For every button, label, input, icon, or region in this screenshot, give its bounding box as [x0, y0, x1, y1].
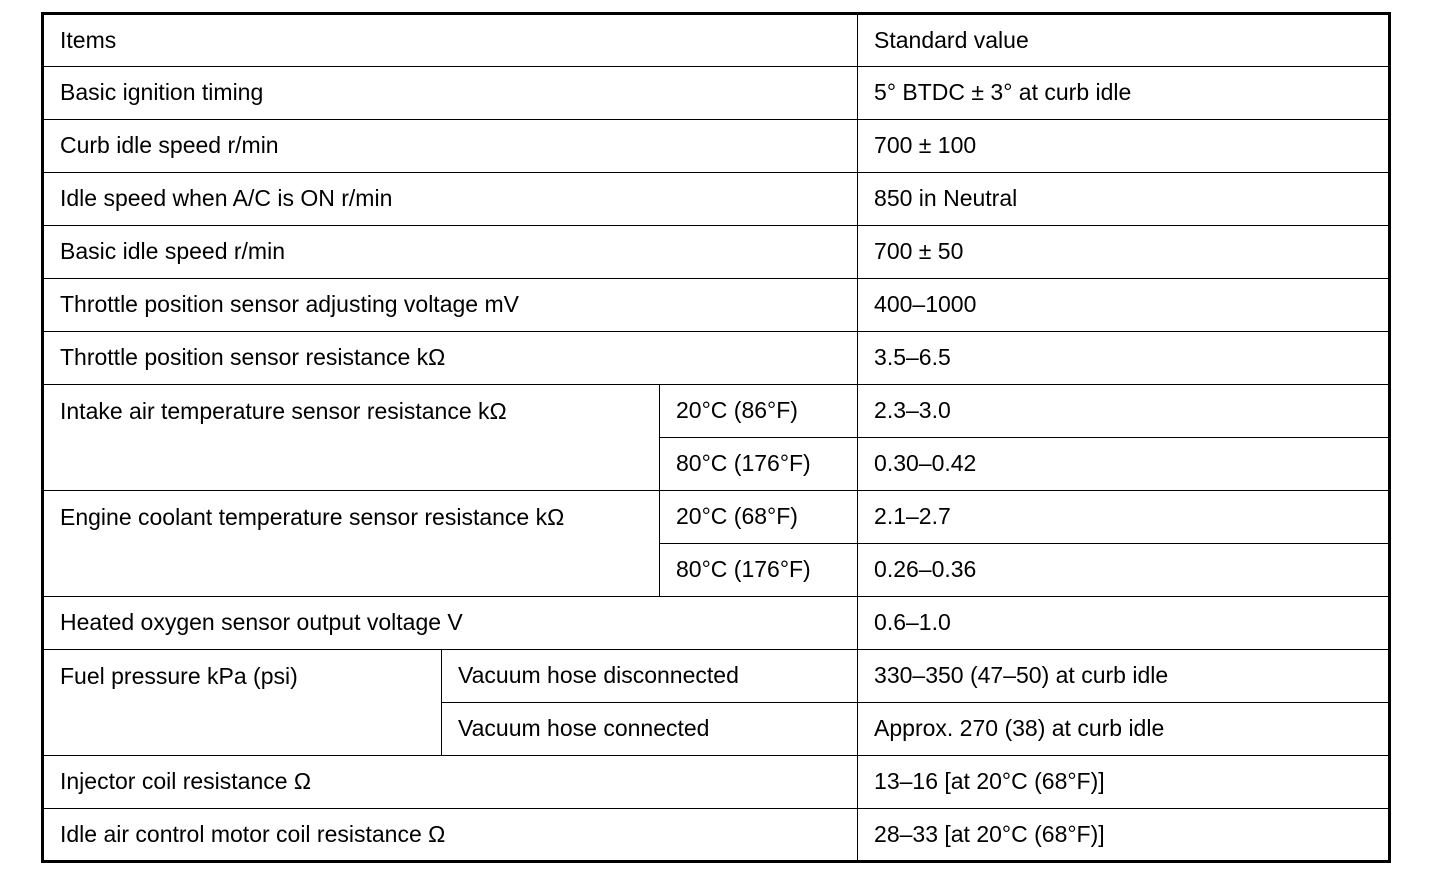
coolant-item-cell: Engine coolant temperature sensor resistance kΩ	[43, 491, 660, 597]
condition-cell: Vacuum hose connected	[442, 703, 858, 756]
value-cell: 5° BTDC ± 3° at curb idle	[858, 67, 1390, 120]
intake-air-item-cell: Intake air temperature sensor resistance kΩ	[43, 385, 660, 491]
condition-cell: 80°C (176°F)	[660, 544, 858, 597]
item-cell: Basic idle speed r/min	[43, 226, 858, 279]
item-cell: Throttle position sensor resistance kΩ	[43, 332, 858, 385]
item-cell: Basic ignition timing	[43, 67, 858, 120]
table-row	[43, 279, 1390, 332]
table-row	[43, 332, 1390, 385]
header-standard-value: Standard value	[858, 14, 1390, 67]
condition-cell: 20°C (86°F)	[660, 385, 858, 438]
value-cell: 2.3–3.0	[858, 385, 1390, 438]
item-cell: Idle air control motor coil resistance Ω	[43, 809, 858, 862]
table-row	[43, 756, 1390, 809]
value-cell: 0.30–0.42	[858, 438, 1390, 491]
table-row	[43, 67, 1390, 120]
condition-cell: 80°C (176°F)	[660, 438, 858, 491]
header-items: Items	[43, 14, 858, 67]
table-row	[43, 226, 1390, 279]
value-cell: 28–33 [at 20°C (68°F)]	[858, 809, 1390, 862]
condition-cell: Vacuum hose disconnected	[442, 650, 858, 703]
value-cell: 3.5–6.5	[858, 332, 1390, 385]
header-row	[43, 14, 1390, 67]
value-cell: Approx. 270 (38) at curb idle	[858, 703, 1390, 756]
table-row	[43, 385, 1390, 438]
item-cell: Injector coil resistance Ω	[43, 756, 858, 809]
value-cell: 2.1–2.7	[858, 491, 1390, 544]
item-cell: Throttle position sensor adjusting voltage mV	[43, 279, 858, 332]
value-cell: 400–1000	[858, 279, 1390, 332]
value-cell: 700 ± 50	[858, 226, 1390, 279]
item-cell: Heated oxygen sensor output voltage V	[43, 597, 858, 650]
value-cell: 0.26–0.36	[858, 544, 1390, 597]
table-row	[43, 173, 1390, 226]
value-cell: 330–350 (47–50) at curb idle	[858, 650, 1390, 703]
item-cell: Idle speed when A/C is ON r/min	[43, 173, 858, 226]
spec-table	[41, 12, 1391, 863]
table-row	[43, 650, 1390, 703]
table-row	[43, 491, 1390, 544]
fuel-pressure-item-cell: Fuel pressure kPa (psi)	[43, 650, 442, 756]
condition-cell: 20°C (68°F)	[660, 491, 858, 544]
value-cell: 700 ± 100	[858, 120, 1390, 173]
table-row	[43, 809, 1390, 862]
value-cell: 850 in Neutral	[858, 173, 1390, 226]
item-cell: Curb idle speed r/min	[43, 120, 858, 173]
table-row	[43, 597, 1390, 650]
value-cell: 0.6–1.0	[858, 597, 1390, 650]
table-row	[43, 120, 1390, 173]
value-cell: 13–16 [at 20°C (68°F)]	[858, 756, 1390, 809]
